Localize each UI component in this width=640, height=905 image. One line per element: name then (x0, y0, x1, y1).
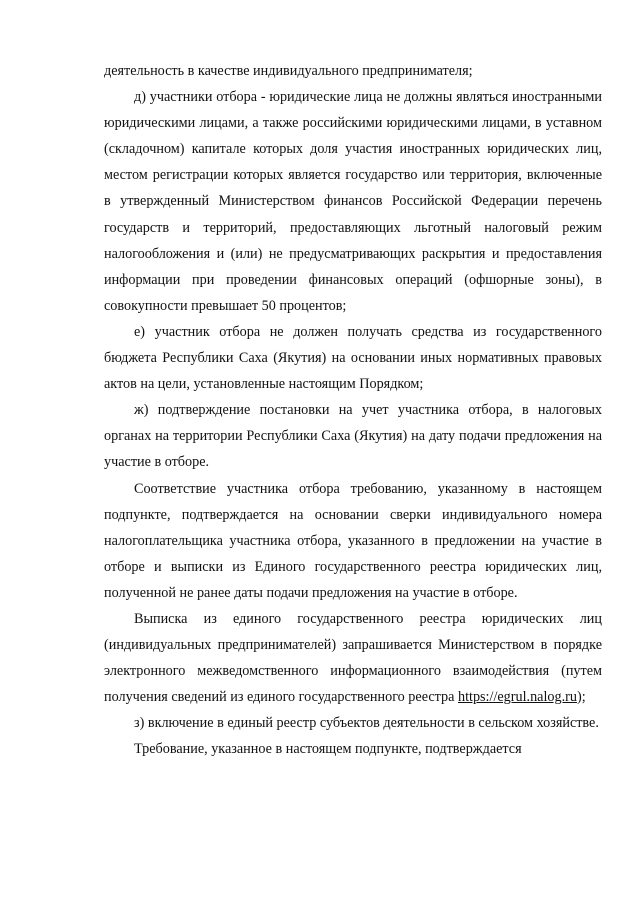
paragraph-item-d: д) участники отбора - юридические лица не должны являться иностранными юридическими лицами, а также российскими юридическими лицами, в уставном (складочном) капитале которых доля участия иностранных юридических лиц, местом регистрации которых является государство или территория, включенные в утвержденный Министерством финансов Российской Федерации перечень государств и территорий, предоставляющих льготный налоговый режим налогообложения и (или) не предусматривающих раскрытия и предоставления информации при проведении финансовых операций (офшорные зоны), в совокупности превышает 50 процентов; (104, 89, 602, 314)
paragraph-extract-tail: ); (576, 689, 586, 706)
paragraph-requirement: Требование, указанное в настоящем подпункте, подтверждается (134, 741, 522, 758)
paragraph-extract-text: Выписка из единого государственного реестра юридических лиц (индивидуальных предпринимателей) запрашивается Министерством в порядке электронного межведомственного информационного взаимодействия (путем получения сведений из единого государственного реестра (104, 610, 602, 706)
document-page (104, 58, 602, 763)
paragraph-item-z: з) включение в единый реестр субъектов деятельности в сельском хозяйстве. (134, 715, 599, 732)
paragraph-compliance: Соответствие участника отбора требованию, указанному в настоящем подпункте, подтверждается на основании сверки индивидуального номера налогоплательщика участника отбора, указанного в предложении на участие в отборе и выписки из Единого государственного реестра юридических лиц, полученной не ранее даты подачи предложения на участие в отборе. (104, 480, 602, 601)
paragraph-extract (104, 606, 602, 710)
paragraph-item-zh: ж) подтверждение постановки на учет участника отбора, в налоговых органах на территории Республики Саха (Якутия) на дату подачи предложения на участие в отборе. (104, 402, 602, 471)
paragraph-continuation: деятельность в качестве индивидуального предпринимателя; (104, 63, 473, 79)
paragraph-item-e: е) участник отбора не должен получать средства из государственного бюджета Республики Саха (Якутия) на основании иных нормативных правовых актов на цели, установленные настоящим Порядком; (104, 323, 602, 393)
egrul-link[interactable]: https://egrul.nalog.ru (457, 689, 577, 706)
